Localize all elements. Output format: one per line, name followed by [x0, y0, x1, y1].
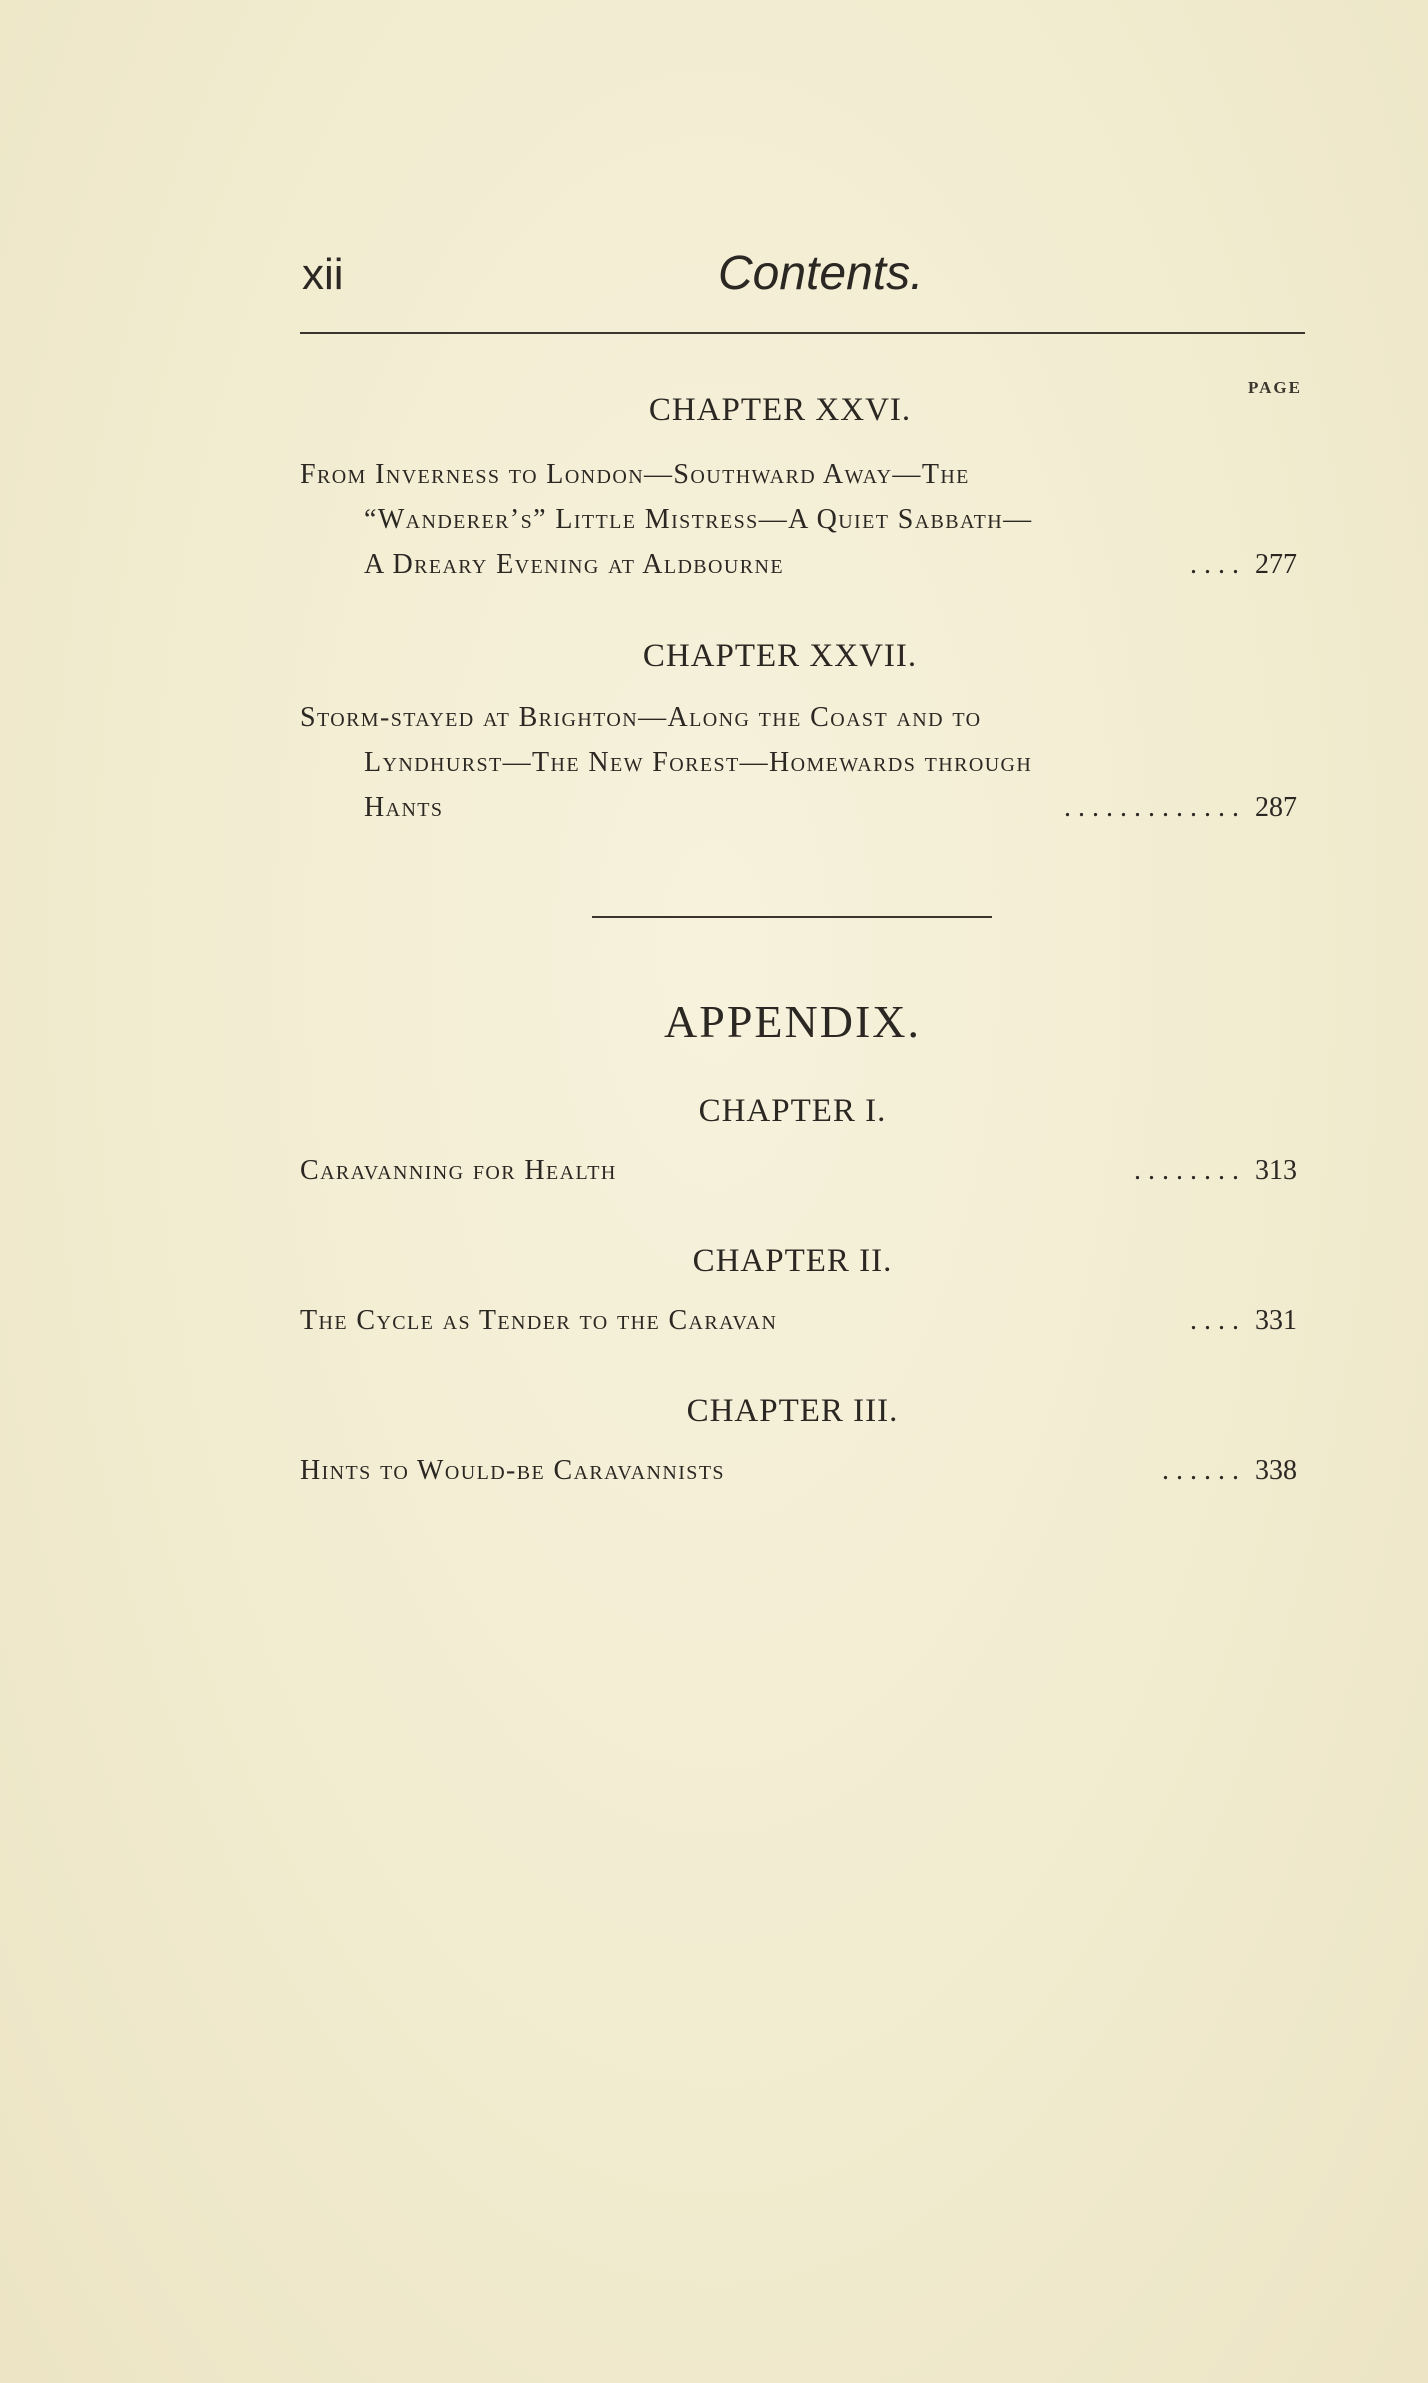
dot-leader: . . . . [1190, 549, 1239, 580]
folio-number: xii [302, 250, 344, 299]
chapter-heading: CHAPTER I. [698, 1093, 887, 1129]
contents-page [300, 240, 1305, 1486]
chapter-heading: CHAPTER III. [686, 1393, 899, 1429]
chapter-heading: CHAPTER XXVI. [648, 392, 912, 428]
entry-line: “Wanderer’s” Little Mistress—A Quiet Sabbath— [364, 504, 1033, 535]
entry-last-line [300, 1148, 1305, 1193]
dot-leader: . . . . [1190, 1305, 1239, 1336]
toc-entry[interactable] [300, 452, 1305, 587]
toc-entry[interactable] [300, 695, 1305, 830]
entry-last-line [300, 785, 1305, 830]
toc-entry[interactable] [300, 1298, 1305, 1343]
page-number: 331 [1255, 1305, 1297, 1336]
toc-entry[interactable] [300, 1148, 1305, 1193]
entry-last-line [300, 1298, 1305, 1343]
entry-text: A Dreary Evening at Aldbourne [364, 549, 784, 580]
page-number: 313 [1255, 1155, 1297, 1186]
chapter-heading: CHAPTER XXVII. [642, 638, 918, 674]
page-column-label: PAGE [1248, 378, 1302, 397]
header-rule [300, 332, 1305, 334]
dot-leader: . . . . . . . . . . . . . [1064, 792, 1239, 823]
section-rule [592, 916, 992, 918]
dot-leader: . . . . . . [1162, 1455, 1239, 1486]
entry-line: Storm-stayed at Brighton—Along the Coast and to [300, 702, 982, 733]
entry-text: Hants [364, 792, 444, 823]
entry-text: Caravanning for Health [300, 1155, 617, 1186]
page-number: 277 [1255, 549, 1297, 580]
entry-last-line [300, 1448, 1305, 1493]
entry-text: The Cycle as Tender to the Caravan [300, 1305, 778, 1336]
entry-line: From Inverness to London—Southward Away—The [300, 459, 970, 490]
page-number: 338 [1255, 1455, 1297, 1486]
dot-leader: . . . . . . . . [1134, 1155, 1239, 1186]
chapter-heading: CHAPTER II. [692, 1243, 893, 1279]
entry-last-line [300, 542, 1305, 587]
page-number: 287 [1255, 792, 1297, 823]
entry-text: Hints to Would-be Caravannists [300, 1455, 725, 1486]
running-title: Contents. [718, 247, 924, 300]
entry-line: Lyndhurst—The New Forest—Homewards through [364, 747, 1033, 778]
toc-entry[interactable] [300, 1448, 1305, 1493]
appendix-title: APPENDIX. [664, 996, 921, 1047]
page-header [300, 240, 1305, 320]
